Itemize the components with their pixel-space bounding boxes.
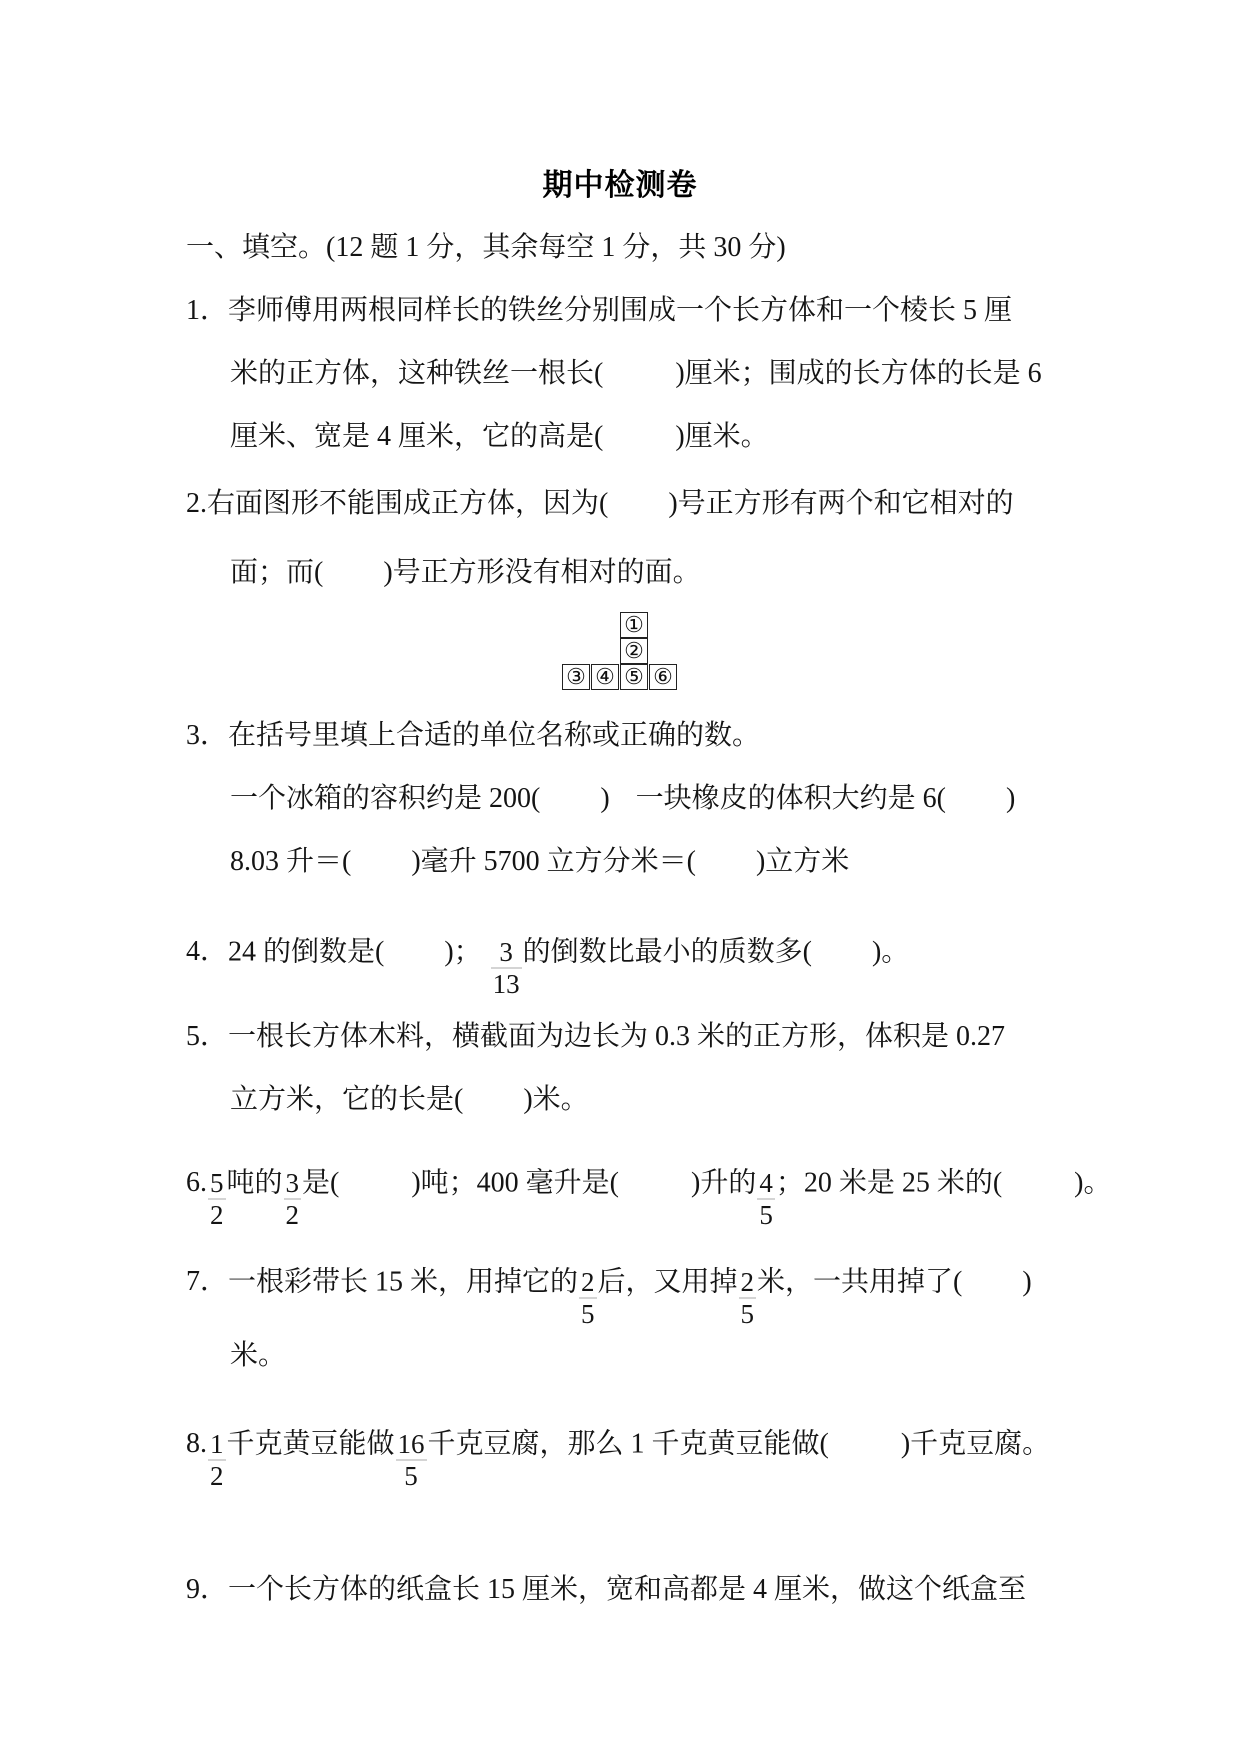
- question-text: 右面图形不能围成正方体，因为(: [207, 488, 609, 519]
- question-number: 9．: [186, 1574, 229, 1605]
- net-square-2: ②: [620, 638, 648, 664]
- question-text: )。: [1074, 1167, 1112, 1199]
- fraction-16-over-5: $\frac{16}{5}$: [397, 1429, 425, 1491]
- question-text: )厘米。: [675, 421, 769, 452]
- question-2-line-2: [230, 553, 701, 593]
- question-2-line-1: [186, 484, 1014, 524]
- question-text: 米。: [230, 1340, 287, 1371]
- question-number: 1．: [186, 295, 229, 326]
- question-text: )厘米；围成的长方体的长是 6: [675, 358, 1042, 389]
- question-text: 是(: [302, 1167, 340, 1199]
- question-text: 后，又用掉: [597, 1266, 738, 1298]
- question-number: 3．: [186, 720, 229, 751]
- question-number: 8.: [186, 1428, 207, 1460]
- question-text: 米，一共用掉了(: [757, 1266, 963, 1298]
- question-text: 在括号里填上合适的单位名称或正确的数。: [228, 720, 761, 751]
- question-number: 6.: [186, 1167, 207, 1199]
- question-text: ): [600, 783, 610, 814]
- fraction-2-over-5: $\frac{2}{5}$: [581, 1267, 595, 1329]
- question-7-line-1: [186, 1253, 1032, 1329]
- question-1-line-3: [230, 417, 769, 457]
- question-text: ；20 米是 25 米的(: [775, 1167, 1003, 1199]
- fraction-5-over-2: $\frac{5}{2}$: [210, 1168, 224, 1230]
- question-6-line-1: [186, 1154, 1112, 1230]
- question-3-line-2: [230, 779, 1015, 819]
- page-title: 期中检测卷: [542, 168, 698, 203]
- question-1-line-2: [230, 354, 1042, 394]
- question-text: 一根彩带长 15 米，用掉它的: [228, 1266, 579, 1298]
- question-text: )立方米: [755, 846, 850, 877]
- question-text: )号正方形没有相对的面。: [383, 557, 701, 588]
- question-number: 7．: [186, 1266, 229, 1298]
- fraction-2-over-5: $\frac{2}{5}$: [740, 1267, 755, 1329]
- question-text: )。: [871, 936, 910, 968]
- question-text: 米的正方体，这种铁丝一根长(: [230, 358, 604, 389]
- question-text: 立方米，它的长是(: [230, 1084, 464, 1115]
- section-heading: 一、填空。(12 题 1 分，其余每空 1 分，共 30 分): [186, 232, 786, 263]
- question-text: 一块橡皮的体积大约是 6(: [635, 783, 946, 814]
- question-text: 面；而(: [230, 557, 324, 588]
- question-text: 千克豆腐，那么 1 千克黄豆能做(: [427, 1428, 829, 1460]
- net-square-4: ④: [591, 664, 619, 690]
- question-text: )米。: [523, 1084, 589, 1115]
- question-3-line-1: [186, 716, 760, 756]
- net-square-1: ①: [620, 612, 648, 638]
- net-square-5: ⑤: [620, 664, 648, 690]
- fraction-3-over-13: $\frac{3}{13}$: [492, 937, 520, 999]
- question-text: )；: [444, 936, 482, 968]
- question-text: ): [1005, 783, 1016, 814]
- fraction-1-over-2: $\frac{1}{2}$: [210, 1429, 224, 1491]
- question-text: )毫升 5700 立方分米＝(: [411, 846, 696, 877]
- question-text: 一个长方体的纸盒长 15 厘米，宽和高都是 4 厘米，做这个纸盒至: [228, 1574, 1027, 1605]
- question-9-line-1: [186, 1570, 1026, 1610]
- cube-net-figure: [562, 612, 682, 702]
- question-1-line-1: [186, 291, 1012, 331]
- question-text: )号正方形有两个和它相对的: [668, 488, 1014, 519]
- question-8-line-1: [186, 1415, 1051, 1491]
- question-text: )升的: [691, 1167, 757, 1199]
- question-3-line-3: [230, 842, 849, 882]
- fraction-4-over-5: $\frac{4}{5}$: [759, 1168, 773, 1230]
- question-text: )吨；400 毫升是(: [411, 1167, 619, 1199]
- net-square-3: ③: [562, 664, 590, 690]
- question-number: 4．: [186, 936, 229, 968]
- question-7-line-2: [230, 1336, 286, 1376]
- question-text: 24 的倒数是(: [228, 936, 385, 968]
- question-text: 8.03 升＝(: [230, 846, 352, 877]
- fraction-3-over-2: $\frac{3}{2}$: [285, 1168, 300, 1230]
- question-text: ): [1022, 1266, 1032, 1298]
- question-text: 吨的: [226, 1167, 283, 1199]
- question-text: 一根长方体木料，横截面为边长为 0.3 米的正方形，体积是 0.27: [228, 1021, 1006, 1052]
- net-square-6: ⑥: [649, 664, 677, 690]
- question-text: 李师傅用两根同样长的铁丝分别围成一个长方体和一个棱长 5 厘: [228, 295, 1013, 326]
- question-number: 2.: [186, 488, 207, 519]
- question-4-line-1: [186, 923, 910, 999]
- question-number: 5．: [186, 1021, 229, 1052]
- question-text: 厘米、宽是 4 厘米，它的高是(: [230, 421, 604, 452]
- question-5-line-1: [186, 1017, 1005, 1057]
- question-text: 千克黄豆能做: [226, 1428, 395, 1460]
- question-5-line-2: [230, 1080, 589, 1120]
- question-text: 一个冰箱的容积约是 200(: [230, 783, 541, 814]
- question-text: 的倒数比最小的质数多(: [522, 936, 812, 968]
- question-text: )千克豆腐。: [900, 1428, 1051, 1460]
